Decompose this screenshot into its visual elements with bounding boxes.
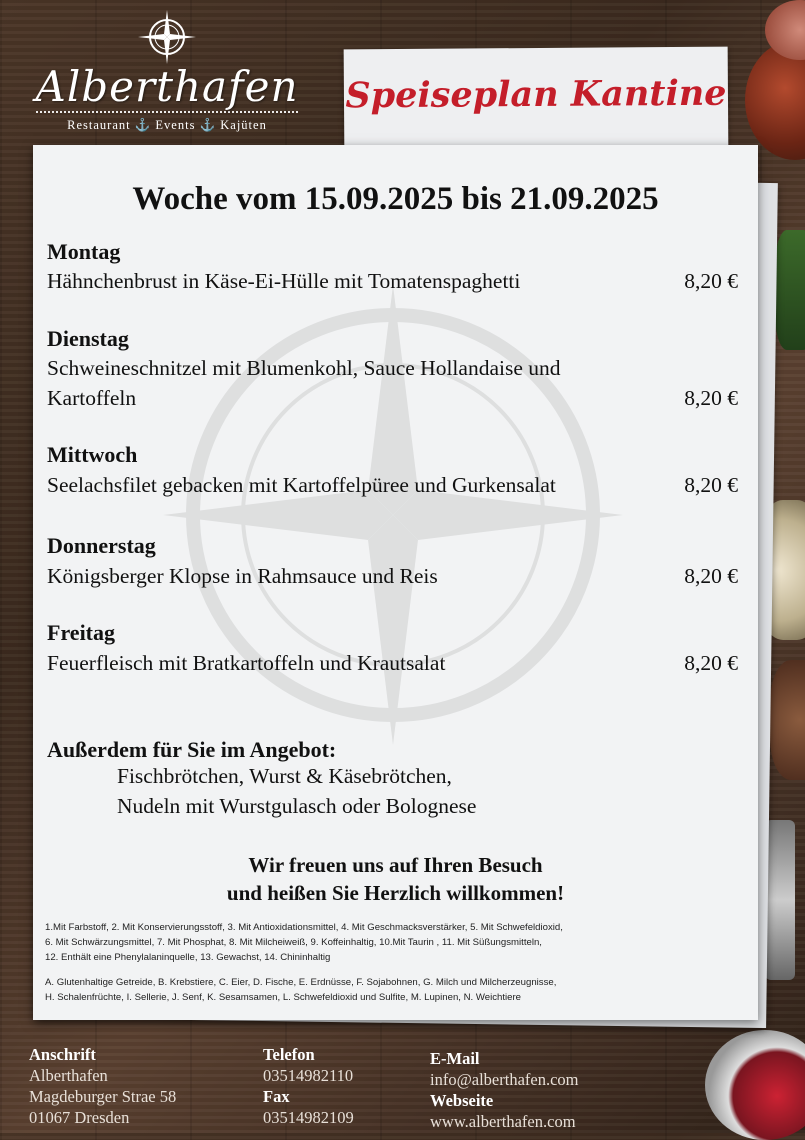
greeting [33,851,758,907]
additives-line: 1.Mit Farbstoff, 2. Mit Konservierungsstoff, 3. Mit Antioxidationsmittel, 4. Mit Geschmacksverstärker, 5. Mit Schwefeldioxid, [45,922,563,933]
phone-number[interactable]: 03514982110 [263,1066,354,1085]
address-line-2: Magdeburger Strae 58 [29,1087,177,1106]
day-wednesday: Mittwoch [47,442,138,467]
dish-monday: Hähnchenbrust in Käse-Ei-Hülle mit Tomatenspaghetti [47,269,521,293]
phone-label: Telefon [263,1045,315,1064]
address-line-3: 01067 Dresden [29,1108,130,1127]
allergens-line: A. Glutenhaltige Getreide, B. Krebstiere, C. Eier, D. Fische, E. Erdnüsse, F. Sojabohnen, G. Milch und Milcherzeugnisse, [45,977,557,988]
brand-logo [32,8,302,133]
food-decoration [770,660,805,780]
dish-wednesday: Seelachsfilet gebacken mit Kartoffelpüree und Gurkensalat [47,473,556,497]
price-tuesday: 8,20 € [684,386,738,410]
additives-line: 12. Enthält eine Phenylalaninquelle, 13. Gewachst, 14. Chininhaltig [45,952,331,963]
brand-name: Alberthafen [35,62,299,111]
brand-tagline: Restaurant ⚓ Events ⚓ Kajüten [67,118,267,132]
header-tab [344,47,729,154]
address-line-1: Alberthafen [29,1066,108,1085]
fax-number: 03514982109 [263,1108,354,1127]
additives-line: 6. Mit Schwärzungsmittel, 7. Mit Phosphat, 8. Mit Milcheiweiß, 9. Koffeinhaltig, 10.Mit Taurin , 11. Mit Süßungsmitteln, [45,937,542,948]
footer-contact [430,1048,579,1132]
additives-note [45,920,745,965]
page-title: Speiseplan Kantine [345,72,727,117]
extra-line-2: Nudeln mit Wurstgulasch oder Bolognese [117,794,477,818]
extra-line-1: Fischbrötchen, Wurst & Käsebrötchen, [117,764,452,788]
greeting-line-2: und heißen Sie Herzlich willkommen! [226,881,565,905]
dish-tuesday-line1: Schweineschnitzel mit Blumenkohl, Sauce Hollandaise und [47,356,561,380]
greeting-line-1: Wir freuen uns auf Ihren Besuch [248,853,543,877]
compass-icon [136,8,198,66]
week-heading: Woche vom 15.09.2025 bis 21.09.2025 [132,181,659,217]
day-tuesday: Dienstag [47,326,129,351]
dish-friday: Feuerfleisch mit Bratkartoffeln und Krautsalat [47,651,446,675]
email-label: E-Mail [430,1049,480,1068]
day-thursday: Donnerstag [47,533,156,558]
web-link[interactable]: www.alberthafen.com [430,1112,576,1131]
footer-address [29,1044,176,1128]
price-thursday: 8,20 € [684,564,738,588]
footer-phone [263,1044,354,1128]
price-wednesday: 8,20 € [684,473,738,497]
food-decoration [705,1030,805,1140]
allergens-note [45,975,745,1005]
dish-tuesday-line2: Kartoffeln [47,386,137,410]
price-friday: 8,20 € [684,651,738,675]
price-monday: 8,20 € [684,269,738,293]
extra-heading: Außerdem für Sie im Angebot: [47,737,337,762]
menu-sheet [33,145,758,1020]
day-friday: Freitag [47,620,116,645]
utensil-decoration [765,820,795,980]
email-link[interactable]: info@alberthafen.com [430,1070,579,1089]
logo-divider [36,111,298,113]
fax-label: Fax [263,1087,290,1106]
herb-decoration [775,230,805,350]
day-monday: Montag [47,239,121,264]
web-label: Webseite [430,1091,494,1110]
address-label: Anschrift [29,1045,96,1064]
dish-thursday: Königsberger Klopse in Rahmsauce und Reis [47,564,438,588]
allergens-line: H. Schalenfrüchte, I. Sellerie, J. Senf, K. Sesamsamen, L. Schwefeldioxid und Sulfite, M. Lupinen, N. Weichtiere [45,992,522,1003]
